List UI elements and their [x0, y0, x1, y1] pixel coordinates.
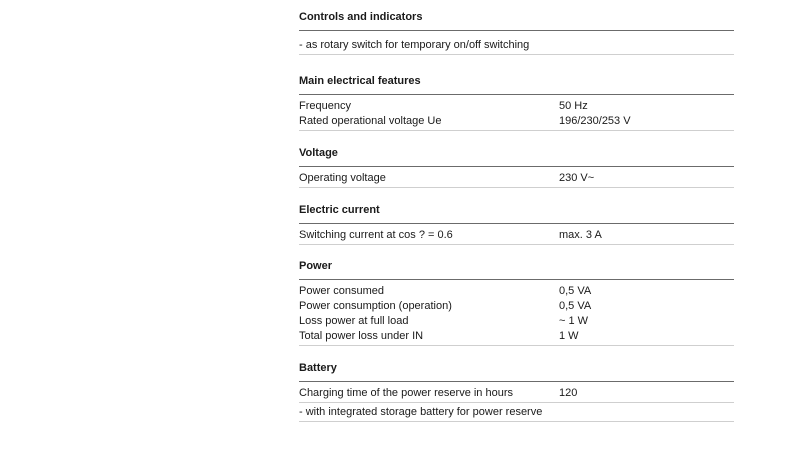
section-battery — [299, 361, 734, 422]
spec-label: Switching current at cos ? = 0.6 — [299, 229, 453, 241]
section-title: Controls and indicators — [299, 10, 734, 31]
spec-label: Charging time of the power reserve in hours — [299, 387, 513, 399]
spec-rows — [299, 97, 734, 131]
spec-row — [299, 386, 734, 401]
note-row: - with integrated storage battery for power reserve — [299, 403, 734, 422]
section-main-electrical-features — [299, 74, 734, 131]
spec-row — [299, 114, 734, 129]
spec-label: Loss power at full load — [299, 315, 409, 327]
spec-value: 0,5 VA — [559, 285, 592, 297]
spec-value: ~ 1 W — [559, 315, 589, 327]
spec-rows — [299, 226, 734, 245]
spec-value: 196/230/253 V — [559, 115, 631, 127]
section-title: Voltage — [299, 146, 734, 167]
spec-value: 120 — [559, 387, 578, 399]
spec-value: 0,5 VA — [559, 300, 592, 312]
spec-row — [299, 299, 734, 314]
spec-label: Power consumption (operation) — [299, 300, 452, 312]
spec-row — [299, 314, 734, 329]
spec-value: 230 V~ — [559, 172, 595, 184]
section-title: Main electrical features — [299, 74, 734, 95]
spec-value: 1 W — [559, 330, 579, 342]
spec-row — [299, 329, 734, 344]
spec-label: Frequency — [299, 100, 351, 112]
note-row: - as rotary switch for temporary on/off switching — [299, 33, 734, 55]
spec-value: max. 3 A — [559, 229, 602, 241]
spec-row — [299, 171, 734, 186]
spec-label: Power consumed — [299, 285, 384, 297]
section-voltage — [299, 146, 734, 188]
section-title: Battery — [299, 361, 734, 382]
spec-rows — [299, 169, 734, 188]
section-power — [299, 259, 734, 346]
spec-value: 50 Hz — [559, 100, 588, 112]
spec-label: Operating voltage — [299, 172, 386, 184]
section-controls-and-indicators — [299, 10, 734, 55]
section-electric-current — [299, 203, 734, 245]
spec-rows — [299, 282, 734, 346]
spec-row — [299, 228, 734, 243]
spec-label: Rated operational voltage Ue — [299, 115, 442, 127]
spec-label: Total power loss under IN — [299, 330, 424, 342]
spec-rows — [299, 384, 734, 403]
spec-row — [299, 99, 734, 114]
section-title: Electric current — [299, 203, 734, 224]
section-title: Power — [299, 259, 734, 280]
spec-row — [299, 284, 734, 299]
